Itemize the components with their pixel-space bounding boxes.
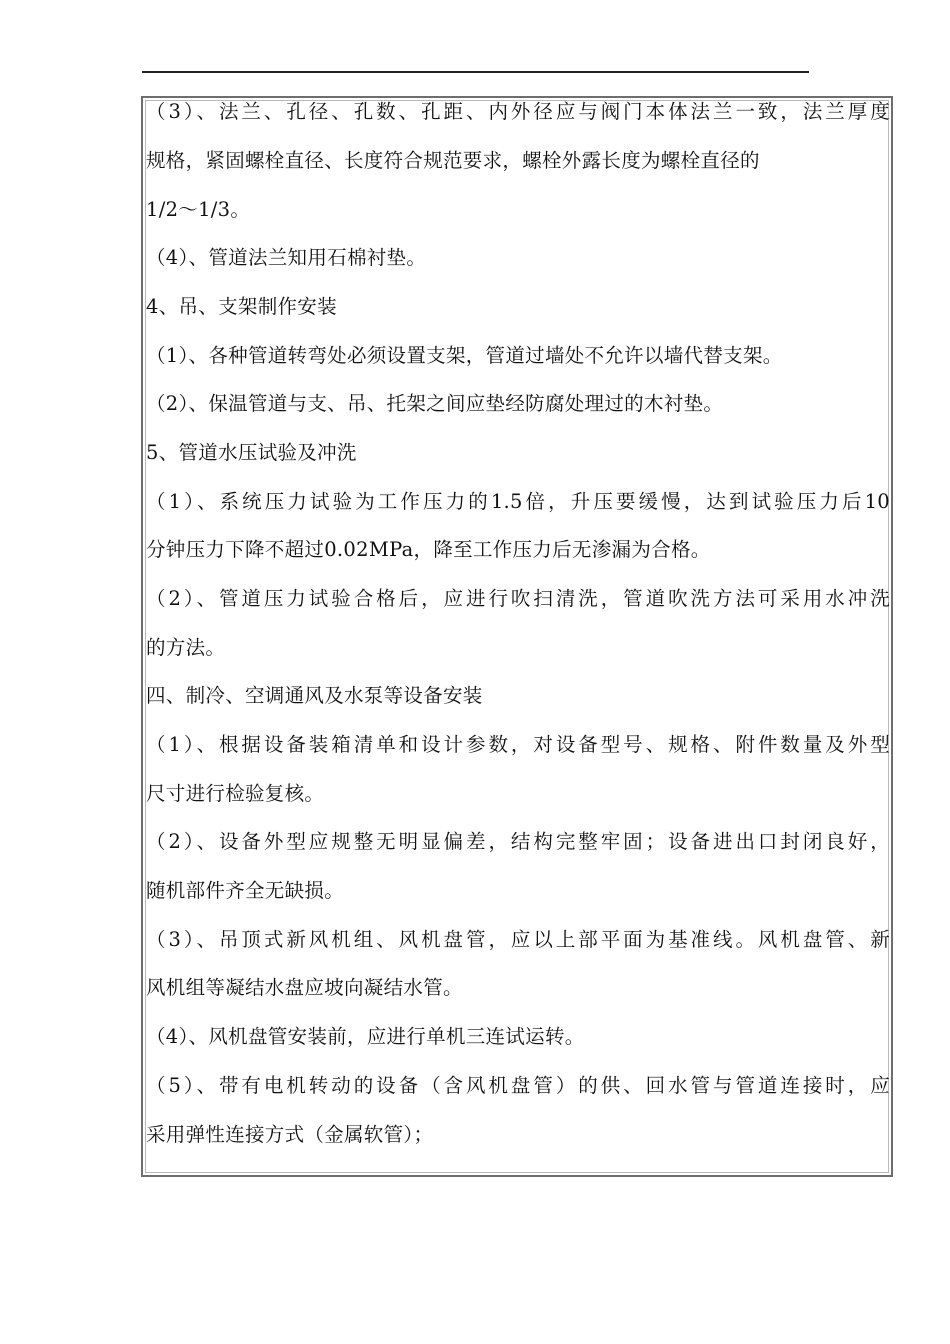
text-line-15: 尺寸进行检验复核。 [146,782,325,805]
text-line-20: （4）、风机盘管安装前，应进行单机三连试运转。 [146,1025,585,1048]
section-heading-four: 四、制冷、空调通风及水泵等设备安装 [146,684,483,707]
section-heading-5: 5、管道水压试验及冲洗 [146,441,357,464]
text-line-1: （3）、法兰、孔径、孔数、孔距、内外径应与阀门本体法兰一致，法兰厚度 [146,100,890,123]
text-line-22: 采用弹性连接方式（金属软管）； [146,1123,434,1146]
text-line-4: （4）、管道法兰知用石棉衬垫。 [146,246,427,269]
text-line-2: 规格，紧固螺栓直径、长度符合规范要求，螺栓外露长度为螺栓直径的 [146,149,760,172]
text-line-3: 1/2～1/3。 [146,198,251,221]
text-line-6: （1）、各种管道转弯处必须设置支架，管道过墙处不允许以墙代替支架。 [146,344,783,367]
text-line-16: （2）、设备外型应规整无明显偏差，结构完整牢固；设备进出口封闭良好， [146,830,890,853]
section-heading-4: 4、吊、支架制作安装 [146,295,337,318]
text-line-9: （1）、系统压力试验为工作压力的1.5倍，升压要缓慢，达到试验压力后10 [146,490,890,513]
text-line-19: 风机组等凝结水盘应坡向凝结水管。 [146,976,463,999]
text-line-21: （5）、带有电机转动的设备（含风机盘管）的供、回水管与管道连接时，应 [146,1074,890,1097]
text-line-17: 随机部件齐全无缺损。 [146,879,345,902]
text-line-12: 的方法。 [146,636,226,659]
text-line-18: （3）、吊顶式新风机组、风机盘管，应以上部平面为基准线。风机盘管、新 [146,928,890,951]
text-line-14: （1）、根据设备装箱清单和设计参数，对设备型号、规格、附件数量及外型 [146,733,890,756]
text-line-11: （2）、管道压力试验合格后，应进行吹扫清洗，管道吹洗方法可采用水冲洗 [146,587,890,610]
header-rule [142,71,809,73]
text-line-10: 分钟压力下降不超过0.02MPa，降至工作压力后无渗漏为合格。 [146,538,711,561]
text-line-7: （2）、保温管道与支、吊、托架之间应垫经防腐处理过的木衬垫。 [146,392,724,415]
